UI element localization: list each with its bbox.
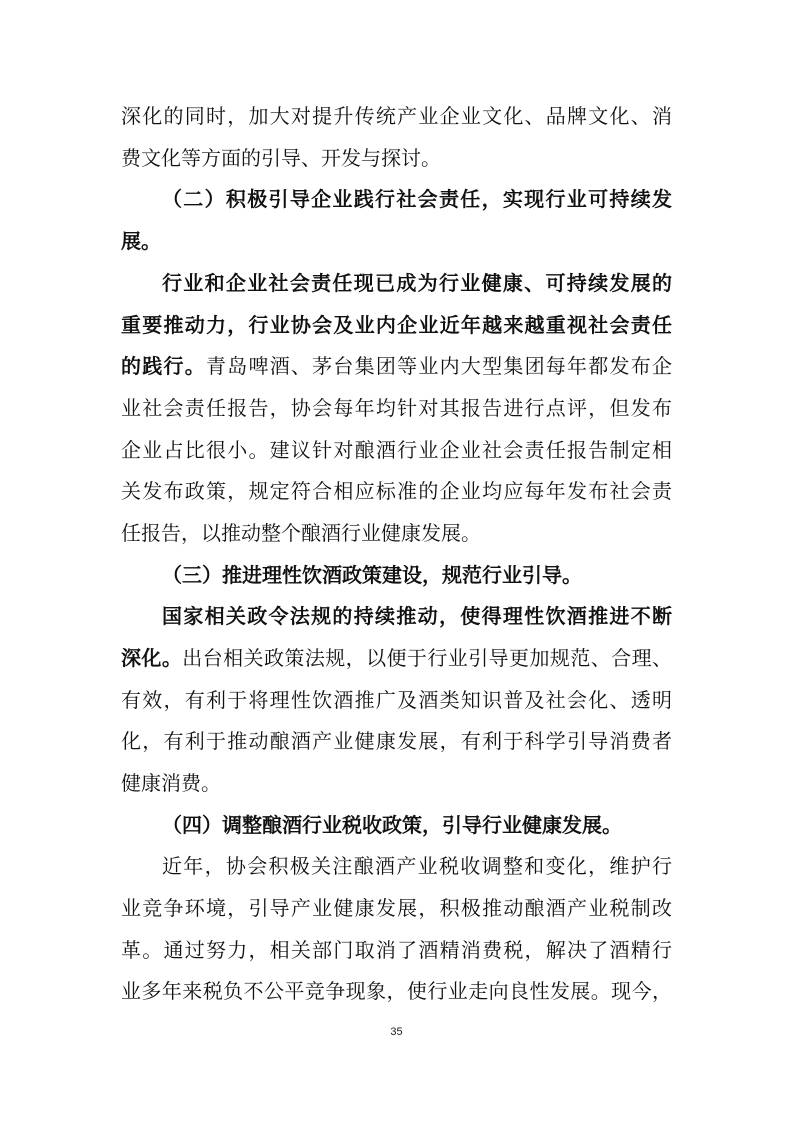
paragraph-line: 化，有利于推动酿酒产业健康发展，有利于科学引导消费者 [121,729,672,753]
paragraph-line: 企业占比很小。建议针对酿酒行业企业社会责任报告制定相 [121,438,672,462]
section-heading-3: （三）推进理性饮酒政策建设，规范行业引导。 [162,563,582,587]
section-heading-4: （四）调整酿酒行业税收政策，引导行业健康发展。 [162,813,622,837]
paragraph-line: 有效，有利于将理性饮酒推广及酒类知识普及社会化、透明 [121,688,672,712]
paragraph-line: 业社会责任报告，协会每年均针对其报告进行点评，但发布 [121,396,672,420]
section-heading-2: （二）积极引导企业践行社会责任，实现行业可持续发 [162,187,672,211]
normal-text-span: 青岛啤酒、茅台集团等业内大型集团每年都发布企 [205,354,672,378]
bold-text-span: 的践行。 [121,354,206,378]
paragraph-line: 费文化等方面的引导、开发与探讨。 [121,146,441,170]
bold-paragraph-line: 行业和企业社会责任现已成为行业健康、可持续发展的 [162,271,672,295]
paragraph-line: 业竞争环境，引导产业健康发展，积极推动酿酒产业税制改 [121,896,672,920]
paragraph-line: 近年，协会积极关注酿酒产业税收调整和变化，维护行 [162,854,672,878]
bold-text-span: 深化。 [121,646,183,670]
bold-paragraph-line: 重要推动力，行业协会及业内企业近年越来越重视社会责任 [121,313,672,337]
paragraph-line: 革。通过努力，相关部门取消了酒精消费税，解决了酒精行 [121,938,672,962]
paragraph-line: 业多年来税负不公平竞争现象，使行业走向良性发展。现今， [121,979,672,1003]
bold-paragraph-line: 国家相关政令法规的持续推动，使得理性饮酒推进不断 [162,604,672,628]
paragraph-line: 健康消费。 [121,771,221,795]
mixed-paragraph-line [121,638,672,678]
paragraph-line: 关发布政策，规定符合相应标准的企业均应每年发布社会责 [121,479,672,503]
section-heading-2-continued: 展。 [121,229,161,253]
normal-text-span: 出台相关政策法规，以便于行业引导更加规范、合理、 [182,646,672,670]
mixed-paragraph-line [121,346,672,386]
page-number: 35 [390,1026,403,1038]
paragraph-line: 深化的同时，加大对提升传统产业企业文化、品牌文化、消 [121,104,672,128]
paragraph-line: 任报告，以推动整个酿酒行业健康发展。 [121,521,481,545]
